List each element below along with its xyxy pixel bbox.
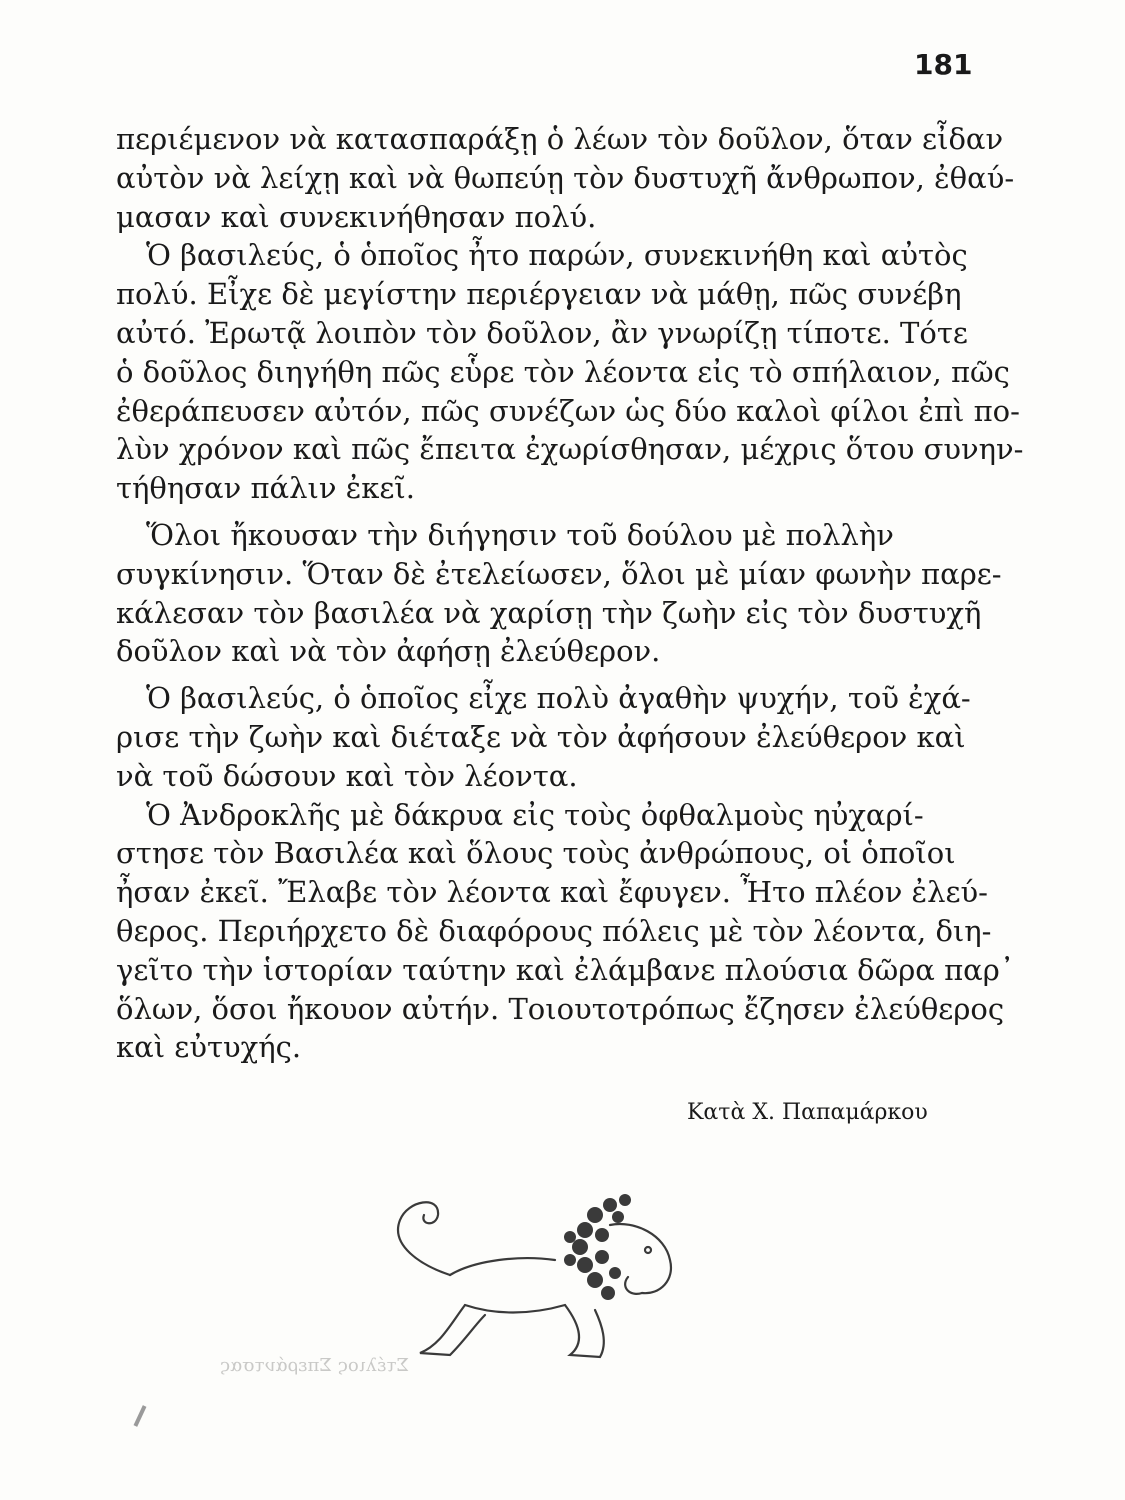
text-line: Ὁ βασιλεύς, ὁ ὁποῖος εἶχε πολὺ ἀγαθὴν ψυχήν, τοῦ ἐχά- — [146, 681, 971, 716]
text-line: στησε τὸν Βασιλέα καὶ ὅλους τοὺς ἀνθρώπους, οἱ ὁποῖοι — [116, 836, 956, 871]
text-line: Ὁ βασιλεύς, ὁ ὁποῖος ἦτο παρών, συνεκινήθη καὶ αὐτὸς — [146, 238, 968, 273]
paragraph-gap — [116, 671, 976, 679]
text-line: τήθησαν πάλιν ἐκεῖ. — [116, 471, 416, 506]
text-line: αὐτό. Ἐρωτᾷ λοιπὸν τὸν δοῦλον, ἂν γνωρίζῃ τίποτε. Τότε — [116, 315, 968, 350]
text-line: κάλεσαν τὸν βασιλέα νὰ χαρίσῃ τὴν ζωὴν εἰς τὸν δυστυχῆ — [116, 595, 982, 630]
text-line: ἦσαν ἐκεῖ. Ἔλαβε τὸν λέοντα καὶ ἔφυγεν. Ἦτο πλέον ἐλεύ- — [116, 875, 988, 910]
text-line: δοῦλον καὶ νὰ τὸν ἀφήσῃ ἐλεύθερον. — [116, 634, 661, 669]
bleed-through-text: Στέλιος Σπεράντσας — [220, 1355, 410, 1376]
pencil-mark — [134, 1405, 147, 1427]
text-line: γεῖτο τὴν ἱστορίαν ταύτην καὶ ἐλάμβανε πλούσια δῶρα παρ᾽ — [116, 952, 1015, 987]
text-line: θερος. Περιήρχετο δὲ διαφόρους πόλεις μὲ τὸν λέοντα, διη- — [116, 913, 992, 948]
text-line: πολύ. Εἶχε δὲ μεγίστην περιέργειαν νὰ μάθῃ, πῶς συνέβη — [116, 277, 962, 312]
paragraph-gap — [116, 508, 976, 516]
text-line: ὅλων, ὅσοι ἤκουον αὐτήν. Τοιουτοτρόπως ἔζησεν ἐλεύθερος — [116, 991, 1005, 1026]
text-line: μασαν καὶ συνεκινήθησαν πολύ. — [116, 199, 597, 234]
lion-illustration-icon — [380, 1165, 700, 1365]
story-text — [116, 120, 1024, 1067]
text-line: ἐθεράπευσεν αὐτόν, πῶς συνέζων ὡς δύο καλοὶ φίλοι ἐπὶ πο- — [116, 393, 1020, 428]
text-line: Ὅλοι ἤκουσαν τὴν διήγησιν τοῦ δούλου μὲ πολλὴν — [146, 517, 894, 552]
text-line: συγκίνησιν. Ὅταν δὲ ἐτελείωσεν, ὅλοι μὲ μίαν φωνὴν παρε- — [116, 556, 1002, 591]
text-line: νὰ τοῦ δώσουν καὶ τὸν λέοντα. — [116, 758, 578, 793]
author-attribution: Κατὰ Χ. Παπαμάρκου — [687, 1100, 928, 1125]
text-line: περιέμενον νὰ κατασπαράξῃ ὁ λέων τὸν δοῦλον, ὅταν εἶδαν — [116, 122, 1004, 156]
text-line: αὐτὸν νὰ λείχῃ καὶ νὰ θωπεύῃ τὸν δυστυχῆ ἄνθρωπον, ἐθαύ- — [116, 160, 1015, 195]
text-line: καὶ εὐτυχής. — [116, 1030, 302, 1065]
text-line: Ὁ Ἀνδροκλῆς μὲ δάκρυα εἰς τοὺς ὀφθαλμοὺς ηὐχαρί- — [146, 797, 924, 832]
text-line: λὺν χρόνον καὶ πῶς ἔπειτα ἐχωρίσθησαν, μέχρις ὅτου συνην- — [116, 432, 1024, 467]
text-line: ρισε τὴν ζωὴν καὶ διέταξε νὰ τὸν ἀφήσουν ἐλεύθερον καὶ — [116, 719, 966, 754]
text-line: ὁ δοῦλος διηγήθη πῶς εὗρε τὸν λέοντα εἰς τὸ σπήλαιον, πῶς — [116, 354, 1010, 389]
page-number: 181 — [914, 48, 973, 81]
